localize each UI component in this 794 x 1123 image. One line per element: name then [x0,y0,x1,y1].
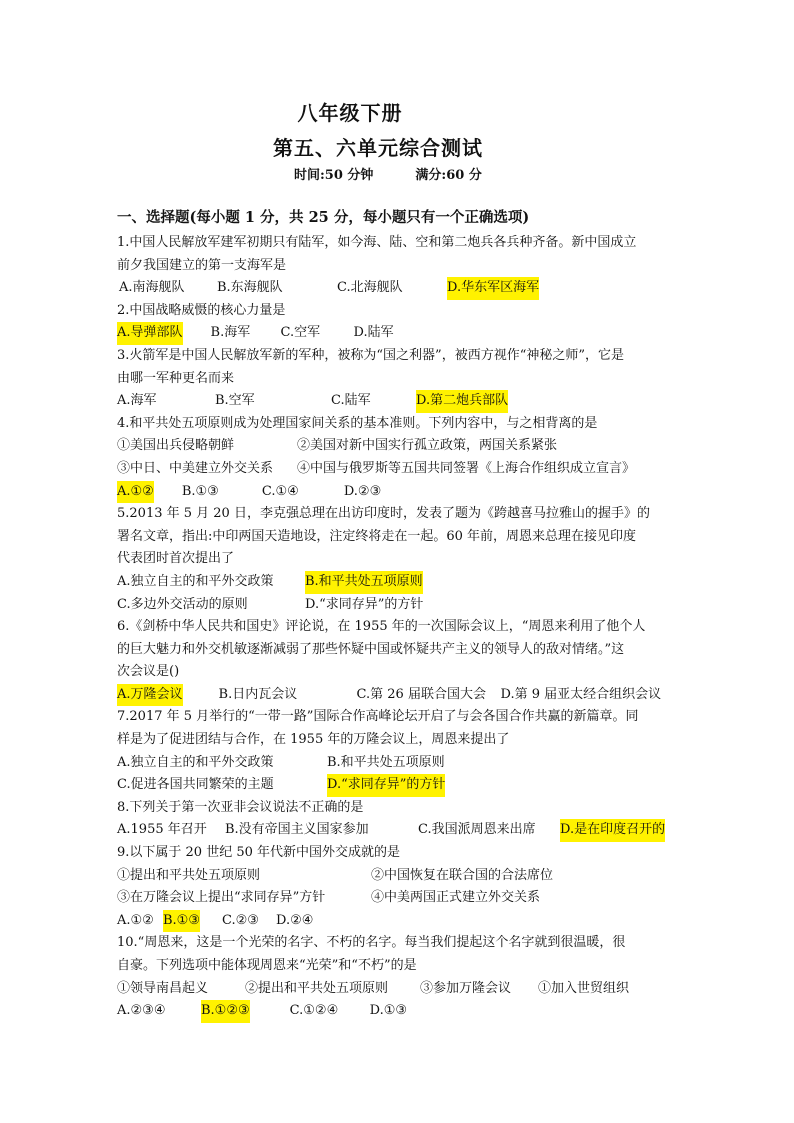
option-d: D.陆军 [353,325,394,341]
option-d: D.②④ [276,912,314,928]
option-c: C.多边外交活动的原则 [117,596,248,612]
options-row [117,481,687,504]
exam-meta [294,164,482,183]
question-stem-line: 2.中国战略威慑的核心力量是 [117,302,286,318]
option-c: C.①②④ [289,1003,339,1019]
options-row [117,819,687,842]
question-stem-line: 9.以下属于 20 世纪 50 年代新中国外交成就的是 [117,845,401,861]
question-stem-line: 7.2017 年 5 月举行的“一带一路”国际合作高峰论坛开启了与会各国合作共赢的新篇章。同 [117,709,639,725]
question-stem-line: 4.和平共处五项原则成为处理国家间关系的基本准则。下列内容中，与之相背离的是 [117,415,598,431]
option-a-answer: A.万隆会议 [117,684,183,707]
statement-row [117,887,687,910]
question-stem-line: 3.火箭军是中国人民解放军新的军种，被称为“国之利器”，被西方视作“神秘之师”，它是 [117,347,624,363]
full-score: 满分:60 分 [415,168,482,183]
statement-item: ②提出和平共处五项原则 [245,980,389,996]
options-row [117,277,687,300]
option-a: A.海军 [117,393,157,409]
option-a: A.南海舰队 [119,280,185,296]
options-row [117,684,687,707]
statement-item: ①提出和平共处五项原则 [117,867,261,883]
option-d-answer: D.是在印度召开的 [560,819,665,842]
option-b: B.海军 [210,325,251,341]
statement-item: ②美国对新中国实行孤立政策，两国关系紧张 [297,438,558,454]
question-list [117,206,687,1023]
statement-item: ③中日、中美建立外交关系 [117,460,274,476]
option-d-answer: D.“求同存异”的方针 [327,774,445,797]
question-stem-line: 署名文章，指出:中印两国天造地设，注定终将走在一起。60 年前，周恩来总理在接见印度 [117,528,637,544]
options-row [117,594,687,617]
question-6 [117,616,687,706]
option-a: A.②③④ [117,1003,166,1019]
statement-row [117,865,687,888]
option-c: C.我国派周恩来出席 [418,822,536,838]
question-stem-line: 5.2013 年 5 月 20 日，李克强总理在出访印度时，发表了题为《跨越喜马拉雅山的握手》的 [117,506,650,522]
statement-item: ④中国与俄罗斯等五国共同签署《上海合作组织成立宣言》 [297,460,636,476]
question-1 [117,232,687,300]
options-row [117,571,687,594]
options-row [117,322,687,345]
options-row [117,774,687,797]
option-b-answer: B.和平共处五项原则 [305,571,423,594]
question-9 [117,842,687,932]
question-4 [117,413,687,503]
statement-item: ④中美两国正式建立外交关系 [371,890,541,906]
statement-item: ①美国出兵侵略朝鲜 [117,438,235,454]
section-title: 一、选择题(每小题 1 分，共 25 分，每小题只有一个正确选项) [117,209,530,226]
question-5 [117,503,687,616]
options-row [117,390,687,413]
statement-item: ③在万隆会议上提出“求同存异”方针 [117,890,326,906]
question-stem-line: 8.下列关于第一次亚非会议说法不正确的是 [117,799,364,815]
option-a: A.独立自主的和平外交政策 [117,573,274,589]
option-a: A.①② [117,912,154,928]
question-stem-line: 自豪。下列选项中能体现周恩来“光荣”和“不朽”的是 [117,958,417,973]
options-row [117,1000,687,1023]
question-3 [117,345,687,413]
option-b: B.空军 [215,393,255,409]
question-stem-line: 样是为了促进团结与合作，在 1955 年的万隆会议上，周恩来提出了 [117,732,510,748]
option-c: C.①④ [261,483,299,499]
question-stem-line: 次会议是() [117,664,180,680]
options-row [117,752,687,775]
option-a-answer: A.导弹部队 [117,322,183,345]
option-b-answer: B.①②③ [201,1000,250,1023]
option-a-answer: A.①② [117,481,154,504]
statement-row [117,978,687,1001]
option-b: B.没有帝国主义国家参加 [225,822,369,838]
question-2 [117,300,687,345]
statement-row [117,435,687,458]
statement-item: ③参加万隆会议 [420,980,512,996]
question-stem-line: 10.“周恩来，这是一个光荣的名字、不朽的名字。每当我们提起这个名字就到很温暖，很 [117,935,626,951]
statement-row [117,458,687,481]
question-stem-line: 前夕我国建立的第一支海军是 [117,257,287,273]
option-c: C.促进各国共同繁荣的主题 [117,777,274,793]
option-b-answer: B.①③ [163,910,200,933]
option-c: C.②③ [222,912,259,928]
option-c: C.空军 [280,325,321,341]
option-d: D.第 9 届亚太经合组织会议 [500,686,662,702]
exam-title: 第五、六单元综合测试 [273,136,483,160]
option-d: D.“求同存异”的方针 [305,596,424,612]
question-7 [117,706,687,796]
option-d: D.①③ [369,1003,408,1019]
question-10 [117,932,687,1022]
option-d-answer: D.华东军区海军 [447,277,539,300]
grade-heading: 八年级下册 [297,101,403,125]
option-d: D.②③ [343,483,382,499]
option-c: C.第 26 届联合国大会 [356,686,486,702]
statement-item: ①领导南昌起义 [117,980,209,996]
statement-item: ①加入世贸组织 [538,980,630,996]
option-b: B.和平共处五项原则 [327,754,445,770]
option-a: A.独立自主的和平外交政策 [117,754,274,770]
option-b: B.东海舰队 [217,280,283,296]
time-limit: 时间:50 分钟 [294,168,374,183]
option-d-answer: D.第二炮兵部队 [416,390,508,413]
question-stem-line: 1.中国人民解放军建军初期只有陆军，如今海、陆、空和第二炮兵各兵种齐备。新中国成立 [117,235,637,250]
option-b: B.日内瓦会议 [218,686,298,702]
option-c: C.北海舰队 [337,280,403,296]
question-8 [117,797,687,842]
option-a: A.1955 年召开 [117,822,207,838]
option-c: C.陆军 [331,393,371,409]
question-stem-line: 的巨大魅力和外交机敏逐渐减弱了那些怀疑中国或怀疑共产主义的领导人的敌对情绪。”这 [117,641,625,657]
question-stem-line: 由哪一军种更名而来 [117,370,235,386]
statement-item: ②中国恢复在联合国的合法席位 [371,867,554,883]
option-b: B.①③ [181,483,219,499]
question-stem-line: 6.《剑桥中华人民共和国史》评论说，在 1955 年的一次国际会议上，“周恩来利用了他个人 [117,619,646,635]
options-row [117,910,687,933]
question-stem-line: 代表团时首次提出了 [117,551,235,567]
